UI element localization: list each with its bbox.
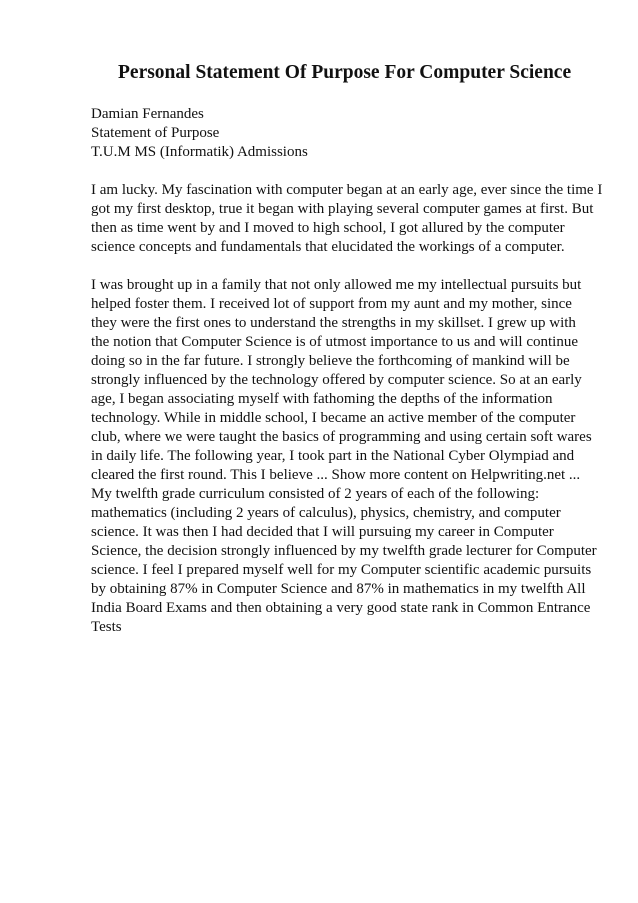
paragraph-line: the notion that Computer Science is of utmost importance to us and will continue — [91, 334, 578, 350]
paragraph-line: got my first desktop, true it began with playing several computer games at first. But — [91, 201, 594, 217]
paragraph-line: doing so in the far future. I strongly believe the forthcoming of mankind will be — [91, 353, 570, 369]
paragraph-line: Science, the decision strongly influenced by my twelfth grade lecturer for Computer — [91, 543, 597, 559]
paragraph-line: I am lucky. My fascination with computer began at an early age, ever since the time I — [91, 182, 603, 198]
paragraph-line: science concepts and fundamentals that elucidated the workings of a computer. — [91, 239, 565, 255]
paragraph-line: strongly influenced by the technology offered by computer science. So at an early — [91, 372, 582, 388]
paragraph-line: Tests — [91, 619, 122, 635]
paragraph-line: India Board Exams and then obtaining a very good state rank in Common Entrance — [91, 600, 591, 616]
paragraph-line: My twelfth grade curriculum consisted of 2 years of each of the following: — [91, 486, 540, 502]
document-title: Personal Statement Of Purpose For Computer Science — [118, 62, 572, 83]
paragraph-1 — [91, 181, 603, 257]
author-block — [91, 105, 588, 162]
paragraph-line: they were the first ones to understand the strengths in my skillset. I grew up with — [91, 315, 576, 331]
paragraph-line: I was brought up in a family that not only allowed me my intellectual pursuits but — [91, 277, 582, 293]
document-type: Statement of Purpose — [91, 125, 220, 141]
paragraph-line: science. I feel I prepared myself well for my Computer scientific academic pursuits — [91, 562, 592, 578]
paragraph-line: mathematics (including 2 years of calculus), physics, chemistry, and computer — [91, 505, 561, 521]
paragraph-line: in daily life. The following year, I took part in the National Cyber Olympiad and — [91, 448, 575, 464]
admissions-program: T.U.M MS (Informatik) Admissions — [91, 144, 308, 160]
paragraph-line: cleared the first round. This I believe ... Show more content on Helpwriting.net ... — [91, 467, 581, 483]
paragraph-line: science. It was then I had decided that I will pursuing my career in Computer — [91, 524, 554, 540]
paragraph-line: technology. While in middle school, I became an active member of the computer — [91, 410, 576, 426]
paragraph-line: then as time went by and I moved to high school, I got allured by the computer — [91, 220, 565, 236]
author-name: Damian Fernandes — [91, 106, 204, 122]
paragraph-line: by obtaining 87% in Computer Science and 87% in mathematics in my twelfth All — [91, 581, 586, 597]
paragraph-2 — [91, 276, 597, 637]
paragraph-line: helped foster them. I received lot of support from my aunt and my mother, since — [91, 296, 572, 312]
paragraph-line: age, I began associating myself with fathoming the depths of the information — [91, 391, 553, 407]
paragraph-line: club, where we were taught the basics of programming and using certain soft wares — [91, 429, 592, 445]
